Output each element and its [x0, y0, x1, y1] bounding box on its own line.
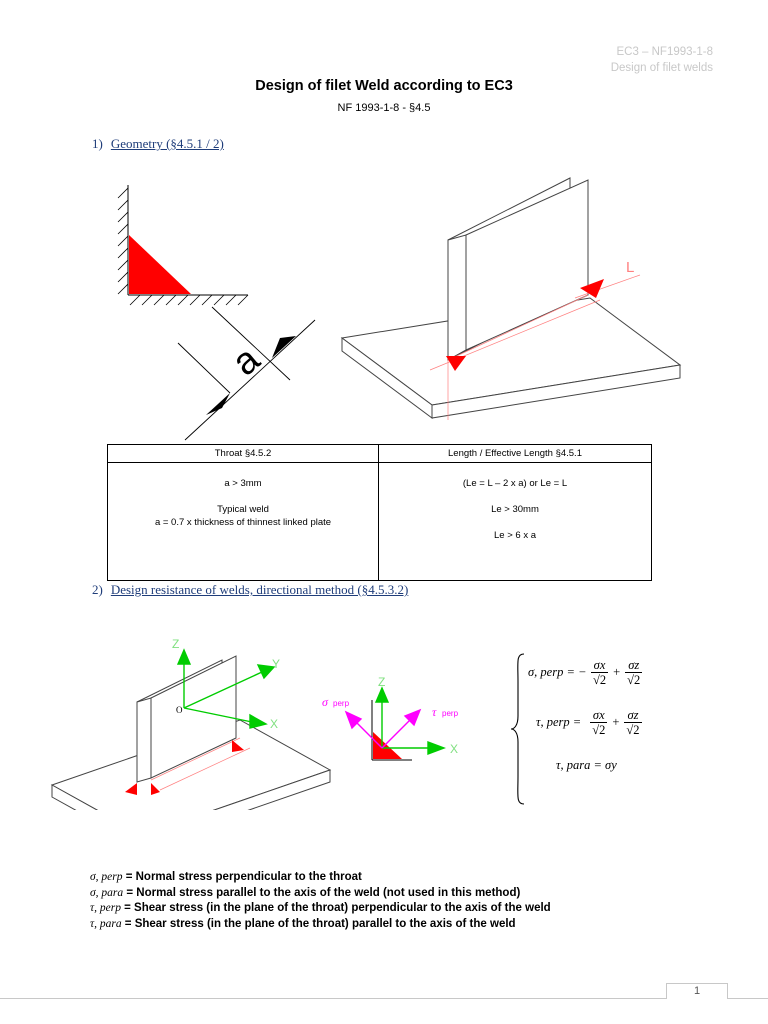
table-row [108, 463, 652, 581]
origin-label: O [176, 705, 183, 715]
throat-symbol: a [224, 338, 268, 385]
spacer [380, 516, 650, 529]
eq1-lhs: σ, perp = [528, 665, 575, 679]
weld-triangle [129, 235, 191, 294]
definition-symbol: τ, para [90, 917, 122, 930]
geometry-table [107, 444, 652, 581]
header-line-1: EC3 – NF1993-1-8 [616, 46, 713, 58]
sigma-perp-symbol: σ [322, 695, 328, 709]
axis-y-label: Y [272, 657, 281, 671]
eq1-frac-2 [625, 658, 642, 687]
directional-method-figure [0, 620, 500, 810]
section-2-link[interactable]: Design resistance of welds, directional method (§4.5.3.2) [110, 582, 409, 597]
tau-perp-sub: perp [442, 709, 459, 718]
throat-min: a > 3mm [224, 478, 262, 489]
stress-definitions [90, 870, 551, 932]
axis-x-label: X [270, 717, 279, 731]
weld-cross-section [118, 185, 315, 440]
eq2-frac-1 [590, 708, 607, 737]
stress-components [346, 688, 444, 760]
curly-brace [510, 652, 526, 807]
throat-cell [108, 463, 379, 581]
definition-text: = Normal stress perpendicular to the throat [122, 871, 362, 883]
definition-item [90, 917, 551, 933]
table-header-row [108, 445, 652, 463]
eq1-sign: − [578, 665, 586, 679]
weld-section-triangle [373, 732, 402, 759]
length-min: Le > 30mm [491, 504, 539, 515]
eq1-den-2: √2 [627, 673, 641, 687]
footer-rule [0, 998, 768, 999]
throat-arrow-top [272, 336, 296, 358]
t-joint-3d [342, 178, 680, 420]
eq1-num-1: σx [593, 658, 606, 672]
definition-symbol: σ, para [90, 886, 124, 899]
effective-length-formula: (Le = L – 2 x a) or Le = L [462, 478, 568, 489]
typical-weld-formula: a = 0.7 x thickness of thinnest linked plate [154, 517, 332, 528]
definition-text: = Shear stress (in the plane of the throat) perpendicular to the axis of the weld [120, 902, 551, 914]
eq2-num-2: σz [627, 708, 639, 722]
definition-item [90, 901, 551, 917]
length-symbol: L [626, 259, 635, 276]
eq2-den-2: √2 [626, 723, 640, 737]
section-2-heading [92, 582, 408, 598]
equation-system [510, 652, 690, 807]
equation-tau-para: τ, para = σy [556, 758, 617, 772]
axis-z-label-2: Z [378, 675, 386, 689]
running-header [611, 44, 713, 76]
section-2-number: 2) [92, 582, 103, 597]
header-length: Length / Effective Length §4.5.1 [379, 445, 652, 463]
section-1-number: 1) [92, 136, 103, 151]
fillet-weld-geometry-figure [0, 150, 768, 445]
definition-item [90, 886, 551, 902]
spacer [109, 490, 377, 503]
equation-tau-perp [536, 708, 643, 737]
eq1-num-2: σz [628, 658, 640, 672]
section-1-link[interactable]: Geometry (§4.5.1 / 2) [110, 136, 224, 151]
axis-x-label-2: X [450, 742, 459, 756]
definition-symbol: τ, perp [90, 902, 121, 914]
eq2-lhs: τ, perp = [536, 715, 582, 729]
throat-arrow-bottom [206, 393, 230, 415]
sigma-perp-sub: perp [333, 699, 350, 708]
definition-item [90, 870, 551, 886]
definition-symbol: σ, perp [90, 871, 123, 883]
document-subtitle: NF 1993-1-8 - §4.5 [337, 102, 431, 114]
eq1-frac-1 [591, 658, 608, 687]
eq1-op: + [613, 665, 621, 679]
eq1-den-1: √2 [592, 673, 607, 687]
page-number: 1 [666, 983, 728, 999]
t-joint-axes [52, 656, 330, 810]
eq2-num-1: σx [592, 708, 605, 722]
eq2-op: + [612, 715, 620, 729]
tau-perp-symbol: τ [432, 705, 437, 719]
header-throat: Throat §4.5.2 [108, 445, 379, 463]
document-title: Design of filet Weld according to EC3 [255, 78, 513, 94]
eq2-frac-2 [624, 708, 641, 737]
definition-text: = Shear stress (in the plane of the throat) parallel to the axis of the weld [121, 917, 516, 930]
eq2-den-1: √2 [592, 723, 606, 737]
length-cell [379, 463, 652, 581]
header-line-2: Design of filet welds [610, 62, 713, 74]
spacer [380, 490, 650, 503]
length-vs-throat: Le > 6 x a [494, 530, 536, 541]
equation-sigma-perp [528, 658, 643, 687]
definition-text: = Normal stress parallel to the axis of the weld (not used in this method) [123, 886, 521, 899]
typical-weld-label: Typical weld [217, 504, 269, 515]
axis-z-label: Z [172, 637, 180, 651]
